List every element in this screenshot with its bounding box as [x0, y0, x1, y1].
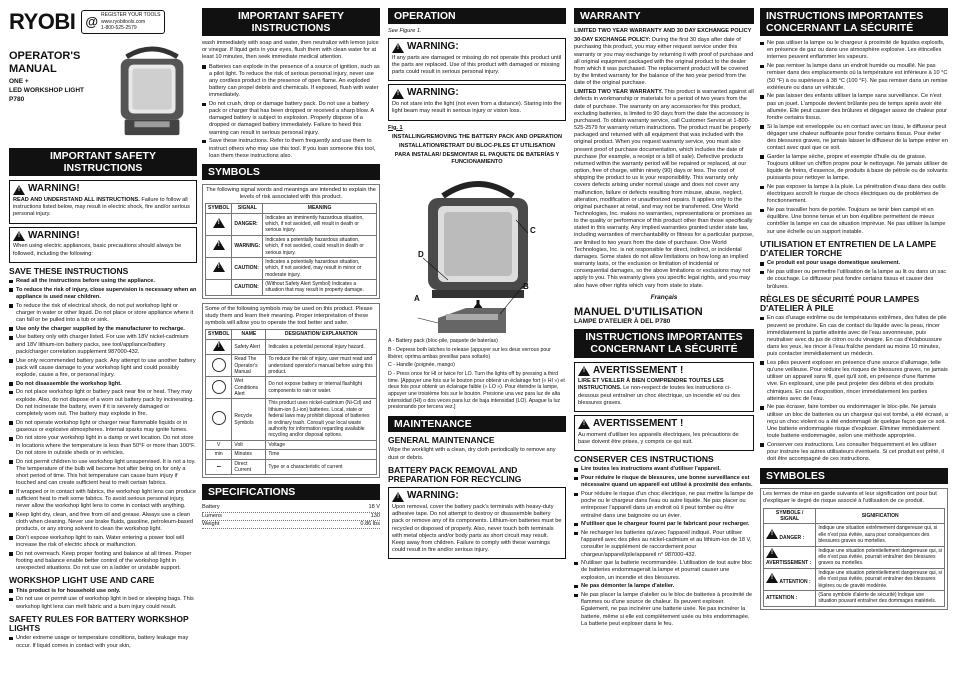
- paragraph: 30-DAY EXCHANGE POLICY: During the first 30 days after date of purchasing this product, you may either request service under this warranty or you may exchange by returning it with proof of purchase and all original equipment packaged with the original product to the dealer from which it was purchased. The replacement product will be covered by the limited warranty for the balance of the two year period from the date of the original purchase.: [574, 37, 754, 87]
- column-3: [388, 8, 566, 671]
- safety-alert-icon: [213, 240, 225, 250]
- list-item: En cas d'usage extrême ou de températures extrêmes, des fuites de pile peuvent se produire. En cas de contact du liquide avec la peau, rincer immédiatement la partie atteinte avec de l'eau savonneuse, puis neutraliser avec du jus de citron ou du vinaigre. En cas d'éclaboussure dans les yeux, les rincer à l'eau fraîche pendant au moins 10 minutes, puis contacter immédiatement un médecin.: [760, 315, 948, 358]
- paragraph: wash immediately with soap and water, then neutralize with lemon juice or vinegar. If liquid gets in your eyes, flush them with clean water for at least 10 minutes, then seek immediate medical attention.: [202, 40, 379, 61]
- paragraph: Wipe the worklight with a clean, dry cloth periodically to remove any dust or debris.: [388, 447, 556, 461]
- list-item: Ne pas écraser, faire tomber ou endommager le bloc-pile. Ne jamais utiliser un bloc de batteries ou un chargeur qui est tombé, a été écrasé, a reçu un choc violent ou a été endommagé de quelque façon que ce soit. Une batterie endommagée risque d'exploser. Éliminer immédiatement toute batterie endommagée, selon une méthode appropriée.: [760, 404, 948, 440]
- spec-row: Lumens 130: [202, 513, 380, 521]
- title-line1: OPERATOR'S: [9, 50, 81, 63]
- table-row: Read The Operator's Manual To reduce the risk of injury, user must read and understand operator's manual before using this product.: [206, 355, 377, 377]
- list-item: Do not store your workshop light in a damp or wet location. Do not store in locations where the temperature is less than 50°F or more than 100°F. Do not store in outside sheds or in vehicles.: [9, 435, 197, 456]
- table-row: ! AVERTISSEMENT : Indique une situation potentiellement dangereuse qui, si elle n'est pas évitée, pourrait entraîner des blessures graves ou mortelles.: [764, 546, 945, 568]
- section-bar-maintenance: MAINTENANCE: [388, 416, 566, 432]
- list-item: Read all the instructions before using the appliance.: [9, 278, 197, 285]
- section-bar-safety-fr: INSTRUCTIONS IMPORTANTES CONCERNANT LA SÉCURITÉ: [760, 8, 948, 36]
- section-heading: SAFETY RULES FOR BATTERY WORKSHOP LIGHTS: [9, 613, 189, 633]
- warning-text: Failure to follow all instructions listed below, may result in electric shock, fire and/or serious personal injury.: [13, 197, 190, 218]
- list-item: Do not crush, drop or damage battery pack. Do not use a battery pack or charger that has been dropped or received a sharp blow. A damaged battery is subject to explosion. Properly dispose of a dropped or damaged battery immediately. Failure to heed this warning can result in serious personal injury.: [202, 101, 380, 137]
- safety-alert-icon: [13, 185, 25, 195]
- warning-box: ! AVERTISSEMENT ! LIRE ET VEILLER À BIEN COMPRENDRE TOUTES LES INSTRUCTIONS. Le non-respect de toutes les instructions ci-dessous peut entraîner un choc électrique, un incendie et/ ou des blessures graves.: [574, 362, 754, 412]
- figure-label: Fig. 1: [388, 124, 403, 131]
- list-item: Lire toutes les instructions avant d'utiliser l'appareil.: [574, 466, 754, 473]
- section-bar-symbols: SYMBOLS: [202, 164, 380, 180]
- safety-alert-icon: [392, 492, 404, 502]
- list-item: Ne pas placer la lampe d'atelier ou le bloc de batteries à proximité de flammes ou d'une source de chaleur. Ils peuvent exploser. Également, ne pas incinérer une batterie usée. Ne pas incinérer la batterie, même si elle est complètement usée ou très endommagée. La batterie peut exploser dans le feu.: [574, 592, 754, 628]
- table-row: V Volt Voltage: [206, 440, 377, 449]
- paragraph: Les termes de mise en garde suivants et leur signification ont pour but d'expliquer le degré de risque associé à l'utilisation de ce produit.: [763, 491, 937, 505]
- list-item: Ne pas utiliser ou permettre l'utilisation de la lampe au lit ou dans un sac de couchage. Le diffuseur peut fondre certains tissus et causer des brûlures.: [760, 269, 948, 290]
- section-heading: SAVE THESE INSTRUCTIONS: [9, 265, 129, 276]
- cover-title-block: [9, 42, 103, 142]
- list-item: Ne recharger les batteries qu'avec l'appareil indiqué. Pour utiliser l'appareil avec des piles au nickel-cadmium et au lithium-ion de 18 V, consulter le supplément de raccordement pour chargeur/appareil/pile/appareil n° 987000-432.: [574, 530, 754, 559]
- section-heading: BATTERY PACK REMOVAL AND PREPARATION FOR RECYCLING: [388, 464, 522, 484]
- warning-box-1: [9, 180, 197, 223]
- at-icon: @: [85, 13, 99, 29]
- list-item: Use battery only with charger listed. For use with 18V nickel-cadmium and 18V lithium-ion battery packs, see tool/appliance/battery pack/charger correlation supplement 987000-432.: [9, 334, 197, 355]
- safety-alert-icon: [392, 43, 404, 53]
- table-row: Recycle Symbols This product uses nickel-cadmium (Ni-Cd) and lithium-ion (Li-ion) batteries. Local, state or federal laws may prohibit disposal of batteries in ordinary trash. Consult your local waste authority for information regarding available recycling and/or disposal options.: [206, 399, 377, 440]
- register-badge: [81, 10, 164, 34]
- spec-row: Battery 18 V: [202, 504, 380, 512]
- section-bar-warranty: WARRANTY: [574, 8, 754, 24]
- spec-row: Weight 0.86 lbs: [202, 521, 380, 529]
- list-item: Keep light dry, clean, and free from oil and grease. Always use a clean cloth when cleaning. Never use brake fluids, gasoline, petroleum-based products, or any strong solvent to clean the workshop light.: [9, 512, 197, 533]
- list-item: Si la lampe est enveloppée ou en contact avec un tissu, le diffuseur peut dégager une chaleur suffisante pour fondre certains tissus. Pour éviter des blessures graves, ne jamais laisser le diffuseur de la lampe entrer en contact avec quoi que ce soit.: [760, 124, 948, 153]
- list-item: Conserver ces instructions. Les consulter fréquemment et les utiliser pour instruire les autres utilisateurs éventuels. Si cet produit est prêté, il doit être accompagné de ces instructions.: [760, 442, 948, 463]
- list-item: Do not disassemble the workshop light.: [9, 381, 197, 388]
- list-item: Don't expose workshop light to rain. Water entering a power tool will increase the risk of electric shock or malfunction.: [9, 535, 197, 549]
- warning-box: ! AVERTISSEMENT ! Au moment d'utiliser les appareils électriques, les précautions de base doivent être prises, y compris ce qui suit.: [574, 415, 754, 451]
- language-label: Français: [650, 293, 678, 301]
- list-item: This product is for household use only.: [9, 588, 197, 595]
- list-item: Pour réduire le risque de blessures, une bonne surveillance est nécessaire quand un appareil est utilisé à proximité des enfants.: [574, 475, 754, 489]
- list-item: Under extreme usage or temperature conditions, battery leakage may occur. If liquid comes in contact with your skin,: [9, 635, 197, 649]
- table-row: ! CAUTION: Indicates a potentially hazardous situation, which, if not avoided, may result in minor or moderate injury.: [206, 257, 377, 279]
- signal-table-fr: SYMBOLE / SIGNAL SIGNIFICATION ! DANGER : Indique une situation extrêmement dangereuse qui, si elle n'est pas évitée, aura pour conséquences des blessures graves ou mortelles. ! AVERTISSEMENT : Indique une situation potentiellement dangereuse qui, si elle n'est pas évitée, pourrait entraîner des blessures graves ou mortelles. ! ATTENTION : Indique une situation potentiellement dangereuse qui, si elle n'est pas évitée, pourrait entraîner des blessures légères ou de gravité modérée. ATTENTION : (Sans symbole d'alerte de sécurité) Indique une situation pouvant entraîner des dommages matériels.: [763, 508, 945, 607]
- list-item: If wrapped or in contact with fabrics, the workshop light lens can produce sufficient heat to melt some fabrics. To avoid serious personal injury, never allow the workshop light lens to come in contact with anything.: [9, 489, 197, 510]
- list-item: Batteries can explode in the presence of a source of ignition, such as a pilot light. To reduce the risk of serious personal injury, never use any cordless product in the presence of open flame. An exploded battery can propel debris and chemicals. If exposed, flush with water immediately.: [202, 64, 380, 100]
- figure-title: INSTALLING/REMOVING THE BATTERY PACK AND OPERATION: [392, 133, 562, 140]
- header-logos: [9, 8, 197, 36]
- label-d: D: [418, 250, 424, 260]
- table-row: CAUTION: (Without Safety Alert Symbol) Indicates a situation that may result in property damage.: [206, 280, 377, 296]
- table-row: ! WARNING: Indicates a potentially hazardous situation, which, if not avoided, could result in death or serious injury.: [206, 235, 377, 257]
- ryobi-logo: RYOBI: [9, 9, 76, 34]
- column-5: [760, 8, 948, 671]
- symbol-table: SYMBOL NAME DESIGNATION/ EXPLANATION ! Safety Alert Indicates a potential personal injury hazard. Read The Operator's Manual To reduce the risk of injury, user must read and understand operator's manual before using this product. Wet Conditions Alert Do not expose battery or internal flashlight components to rain or water. Recycle Symbols This product uses nickel-cadmium (Ni-Cd) and lithium-ion (Li-ion) batteries. Local, state or federal laws may prohibit disposal of batteries in ordinary trash. Consult your local waste authority for information regarding available recycling and/or disposal options. V Volt Voltage min Minutes Time ⎓ Direct Current Type or a characteristic of current: [205, 329, 377, 475]
- fr-subtitle: LAMPE D'ATELIER À DEL P780: [574, 318, 671, 326]
- read-manual-icon: [212, 358, 226, 372]
- register-line2: www.ryobitools.com: [101, 18, 146, 25]
- column-2: [202, 8, 380, 671]
- section-bar-safety-fr: INSTRUCTIONS IMPORTANTES CONCERNANT LA SÉCURITÉ: [574, 329, 754, 357]
- label-b: B: [523, 282, 529, 292]
- safety-alert-icon: [766, 573, 778, 583]
- section-bar-symbols-fr: SYMBOLES: [760, 468, 948, 484]
- section-bar-safety: IMPORTANT SAFETY INSTRUCTIONS: [202, 8, 380, 36]
- section-bar-specs: SPECIFICATIONS: [202, 484, 380, 500]
- section-heading: WORKSHOP LIGHT USE AND CARE: [9, 575, 155, 586]
- product-line2: LED WORKSHOP LIGHT: [9, 87, 84, 95]
- table-row: min Minutes Time: [206, 450, 377, 459]
- warning-box-2: [9, 227, 197, 263]
- list-item: Ne pas laisser des enfants utiliser la lampe sans surveillance. Ce n'est pas un jouet. L'ampoule devient brûlante peu de temps après avoir été allumée. Elle peut causer des brûlures et dégager assez de chaleur pour fondre certains tissus.: [760, 93, 948, 122]
- model-number: P780: [9, 95, 25, 103]
- list-item: Save these instructions. Refer to them frequently and use them to instruct others who may use this tool. If you loan someone this tool, loan them these instructions also.: [202, 138, 380, 159]
- table-row: ! ATTENTION : Indique une situation potentiellement dangereuse qui, si elle n'est pas évitée, pourrait entraîner des blessures légères ou de gravité modérée.: [764, 568, 945, 590]
- safety-alert-icon: [766, 529, 778, 539]
- workshop-light-image: [107, 42, 197, 142]
- table-row: ATTENTION : (Sans symbole d'alerte de sécurité) Indique une situation pouvant entraîner des dommages matériels.: [764, 590, 945, 606]
- list-item: Garder la lampe sèche, propre et exempte d'huile ou de graisse. Toujours utiliser un chiffon propre pour le nettoyage. Ne jamais utiliser de liquide de freins, d'essence, de produits à base de pétrole ou de solvants puissants pour nettoyer la lampe.: [760, 154, 948, 183]
- list-item: Les piles peuvent exploser en présence d'une source d'allumage, telle qu'une veilleuse. Pour réduire les risques de blessures graves, ne jamais utiliser un appareil sans fil, quel qu'il soit, en présence d'une flamme vive. En explosant, une pile peut projeter des débris et des produits chimiques. En cas d'exposition, rincer immédiatement les parties atteintes avec de l'eau.: [760, 360, 948, 403]
- warning-title: WARNING!: [28, 183, 80, 195]
- wet-conditions-icon: [212, 380, 226, 394]
- signal-table-box-fr: [760, 488, 948, 609]
- section-heading: CONSERVER CES INSTRUCTIONS: [574, 454, 714, 465]
- safety-alert-icon: [213, 262, 225, 272]
- list-item: Pour réduire le risque d'un choc électrique, ne pas mettre la lampe de poche ou le chargeur dans l'eau ou autre liquide. Ne pas placer ou entreposer l'appareil dans un endroit où il peut tomber ou être entraîné dans une baignoire ou un évier.: [574, 491, 754, 520]
- recycle-icon: [212, 411, 226, 425]
- warranty-heading: LIMITED TWO YEAR WARRANTY AND 30 DAY EXCHANGE POLICY: [574, 28, 752, 35]
- list-item: Ne pas utiliser la lampe ou le chargeur à proximité de liquides explosifs, en présence de gaz ou dans une atmosphère explosive. Les étincelles internes peuvent enflammer les vapeurs.: [760, 40, 948, 61]
- safety-alert-icon: [392, 89, 404, 99]
- register-line3: 1-800-525-2579: [101, 25, 137, 32]
- list-item: To reduce the risk of electrical shock, do not put workshop light or charger in water or other liquid. Do not place or store appliance where it can fall or be pulled into a tub or sink.: [9, 303, 197, 324]
- section-heading: UTILISATION ET ENTRETIEN DE LA LAMPE D'ATELIER TORCHE: [760, 238, 937, 259]
- safety-alert-icon: [213, 218, 225, 228]
- paragraph: LIMITED TWO YEAR WARRANTY. This product is warranted against all defects in workmanship or materials for a period of two years from the date of purchase. The warranty on any accessories for this product, excluding batteries, is limited to 90 days from the date the accessory is purchased. To obtain warranty service, call Customer Service at 1-800-525-2579 for warranty return instructions. The product must be properly packaged and returned with all equipment that was included with the original product. When you request warranty service, you must also present proof of purchase documentation, which includes the date of purchase (for example, a receipt or a bill of sale). Defective products returned within the warranty period will be repaired or replaced, at our option, free of charge, within ninety (90) days or less. The cost of shipping the product to us is your responsibility. This warranty only covers defects arising under normal usage and does not cover any malfunction, failure or defects resulting from misuse, abuse, neglect, alteration, modification or unauthorized repairs. It applies only to the original purchaser at retail, and may not be transferred. One World Technologies, Inc. makes no warranties, representations or promises as to the quality or performance of this product other than those specifically stated in this warranty. Any implied warranties granted under state law, including warranties of merchantability or fitness for a particular purpose, are limited to two years from the date of purchase. One World Technologies, Inc. is not responsible for direct, indirect, or incidental damages. Some states do not allow limitations on how long an implied warranty lasts, or the exclusion or limitation of incidental or consequential damages, so the above limitations or exclusions may not apply to you. This warranty gives you specific legal rights, and you may also have other rights which vary from state to state.: [574, 89, 754, 289]
- list-item: Ne pas travailler hors de portée. Toujours se tenir bien campé et en équilibre. Une bonne tenue et un bon équilibre permettent de mieux contrôler la lampe en cas de situation imprévue. Ne pas utiliser la lampe sur une échelle ou un support instable.: [760, 207, 948, 236]
- figure-title-es: PARA INSTALAR/ DESMONTAR EL PAQUETE DE BATERÍAS Y FUNCIONAMIENTO: [394, 152, 560, 166]
- signal-table: SYMBOL SIGNAL MEANING ! DANGER: Indicates an imminently hazardous situation, which, if not avoided, will result in death or serious injury. ! WARNING: Indicates a potentially hazardous situation, which, if not avoided, could result in death or serious injury. ! CAUTION: Indicates a potentially hazardous situation, which, if not avoided, may result in minor or moderate injury. CAUTION: (Without Safety Alert Symbol) Indicates a situation that may result in property damage.: [205, 203, 377, 296]
- safety-alert-icon: [578, 366, 590, 376]
- table-row: ! DANGER : Indique une situation extrêmement dangereuse qui, si elle n'est pas évitée, aura pour conséquences des blessures graves ou mortelles.: [764, 524, 945, 546]
- register-line1: REGISTER YOUR TOOLS: [101, 12, 161, 19]
- signal-table-box: [202, 184, 380, 299]
- table-row: Wet Conditions Alert Do not expose battery or internal flashlight components to rain or water.: [206, 377, 377, 399]
- paragraph: Some of the following symbols may be used on this product. Please study them and learn their meaning. Proper interpretation of these symbols will allow you to operate the tool better and safer.: [205, 305, 373, 327]
- warning-box: ! WARNING: If any parts are damaged or missing do not operate this product until the parts are replaced. Use of this product with damaged or missing parts could result in serious personal injury.: [388, 38, 566, 81]
- figure-legend: A - Battery pack (bloc-pile, paquete de baterías) B - Depress both latches to release (appuyer sur les deux verrous pour libérer, oprima ambas presillas para soltarlo) C - Handle (poignée, mango) D - Press once for HI or twice for LO. Turn the lights off by pressing a third time. [Appuyer une fois sur le bouton pour obtenir un éclairage fort (« HI ») et deux fois pour obtenir un éclairage faible (« LO »). Pour éteindre la lampe, appuyer une troisième fois sur le bouton. Presione una vez para luz de alta intensidad (HI) o dos veces para luz de baja intensidad (LO). Apague la luz presionando por tercera vez.]: [388, 338, 565, 411]
- list-item: Do not use or permit use of workshop light in bed or sleeping bags. This workshop light lens can melt fabric and a burn injury could result.: [9, 596, 197, 610]
- label-a: A: [414, 294, 420, 304]
- list-item: To reduce the risk of injury, close supervision is necessary when an appliance is used near children.: [9, 287, 197, 301]
- safety-alert-icon: [213, 341, 225, 351]
- section-heading: RÈGLES DE SÉCURITÉ POUR LAMPES D'ATELIER À PILE: [760, 293, 920, 313]
- workshop-light-diagram: [388, 168, 566, 338]
- list-item: Do not operate workshop light or charger near flammable liquids or in gaseous or explosive atmospheres. Internal sparks may ignite fumes.: [9, 420, 197, 434]
- warning-text: When using electric appliances, basic precautions should always be followed, including the following:: [13, 243, 182, 257]
- figure-1: [388, 168, 566, 338]
- figure-ref: See Figure 1.: [388, 28, 422, 35]
- section-heading: GENERAL MAINTENANCE: [388, 435, 495, 445]
- list-item: Ne pas démonter la lampe d'atelier.: [574, 583, 754, 590]
- figure-title-fr: INSTALLATION/RETRAIT DU BLOC-PILES ET UTILISATION: [399, 142, 555, 149]
- warning-bold: READ AND UNDERSTAND ALL INSTRUCTIONS.: [13, 197, 140, 204]
- list-item: Use only the charger supplied by the manufacturer to recharge.: [9, 326, 197, 333]
- safety-alert-icon: [578, 419, 590, 429]
- warning-title: WARNING!: [28, 229, 80, 241]
- fr-title: MANUEL D'UTILISATION: [574, 306, 703, 318]
- table-row: ! Safety Alert Indicates a potential personal injury hazard.: [206, 339, 377, 354]
- title-line2: MANUAL: [9, 62, 57, 75]
- list-item: Use only recommended battery pack. Any attempt to use another battery pack will cause damage to your workshop light and could possibly explode, cause a fire, or personal injury.: [9, 358, 197, 379]
- column-1: [9, 8, 197, 671]
- section-bar-safety: IMPORTANT SAFETY INSTRUCTIONS: [9, 148, 197, 176]
- list-item: Do not permit children to use workshop light unsupervised. It is not a toy. The temperature of the bulb will become hot after being on for only a short period of time. This hot temperature can cause burn injury if touched and can create sufficient heat to melt certain fabrics.: [9, 459, 197, 488]
- paragraph: The following signal words and meanings are intended to explain the levels of risk associated with this product.: [206, 186, 376, 201]
- list-item: Ne pas exposer la lampe à la pluie. La pénétration d'eau dans des outils électriques accroît le risque de chocs électriques ou de problèmes de fonctionnement.: [760, 184, 948, 205]
- list-item: Do not place workshop light or battery pack near fire or heat. They may explode. Also, do not dispose of a worn out battery pack by incinerating. Do not incinerate the battery, even if it is severely damaged or completely worn out. The battery may explode in fire.: [9, 389, 197, 418]
- symbol-table-box: [202, 303, 380, 479]
- list-item: Do not overreach. Keep proper footing and balance at all times. Proper footing and balance enable better control of the workshop light in unexpected situations. Do not use on a ladder or unstable support.: [9, 551, 197, 572]
- safety-list: [9, 278, 197, 572]
- list-item: Ce produit est pour usage domestique seulement.: [760, 260, 948, 267]
- table-row: ⎓ Direct Current Type or a characteristic of current: [206, 459, 377, 475]
- list-item: Ne pas remiser la lampe dans un endroit humide ou mouillé. Ne pas remiser dans des emplacements où la température est inférieure à 10 °C (50 °F) à ou supérieure à 38 °C (100 °F). Ne pas remiser dans un remise extérieure ou dans un véhicule.: [760, 63, 948, 92]
- product-line1: ONE +: [9, 78, 29, 86]
- list-item: N'utiliser que le chargeur fourni par le fabricant pour recharger.: [574, 521, 754, 528]
- section-bar-operation: OPERATION: [388, 8, 566, 24]
- safety-alert-icon: [766, 548, 778, 558]
- list-item: N'utiliser que la batterie recommandée. L'utilisation de tout autre bloc de batteries endommagerait la lampe et pourrait causer une explosion, un incendie et des blessures.: [574, 560, 754, 581]
- warning-box: ! WARNING: Upon removal, cover the battery pack's terminals with heavy-duty adhesive tape. Do not attempt to destroy or disassemble battery pack or remove any of its components. Lithium-ion batteries must be recycled or disposed of properly. Also, never touch both terminals with metal objects and/or body parts as short circuit may result. Keep away from children. Failure to comply with these warnings could result in fire and/or serious injury.: [388, 487, 566, 559]
- column-4: [574, 8, 754, 671]
- table-row: ! DANGER: Indicates an imminently hazardous situation, which, if not avoided, will result in death or serious injury.: [206, 213, 377, 235]
- label-c: C: [530, 226, 536, 236]
- safety-alert-icon: [13, 231, 25, 241]
- warning-box: ! WARNING: Do not stare into the light (not even from a distance). Staring into the light beam may result in serious injury or vision loss.: [388, 84, 566, 120]
